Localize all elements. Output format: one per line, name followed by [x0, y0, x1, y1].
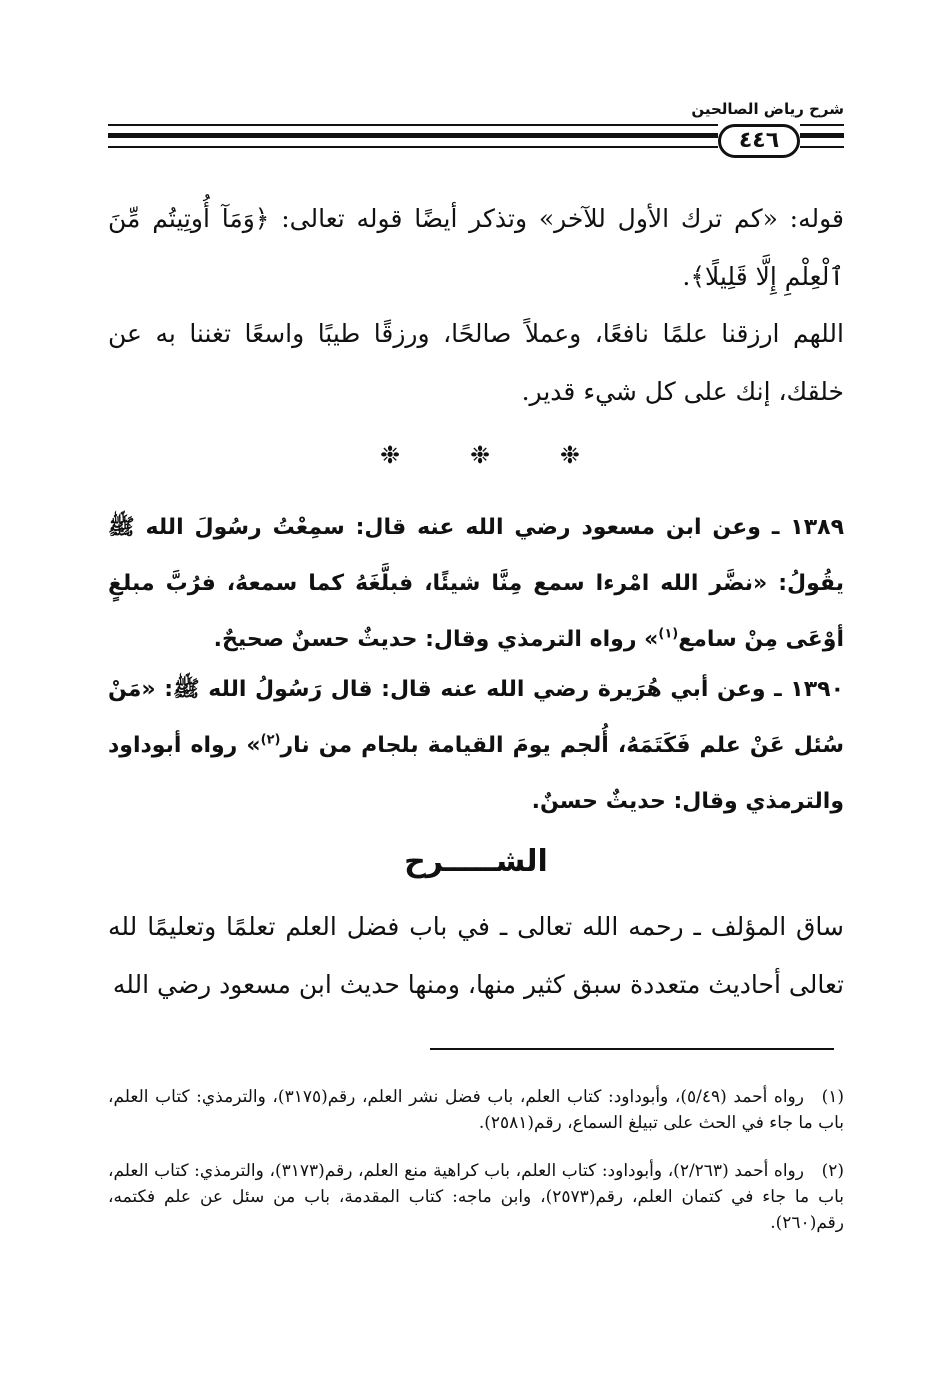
footnote-number: (٢): [821, 1161, 844, 1181]
hadith-1390: [108, 662, 844, 830]
hadith-1390-text: ١٣٩٠ ـ وعن أبي هُرَيرة رضي الله عنه قال: قال رَسُولُ الله ﷺ: «مَنْ سُئل عَنْ علم فَكَتَمَهُ، أُلجم يومَ القيامة بلجام من نار: [108, 677, 844, 758]
footnote-text: رواه أحمد (٢/٢٦٣)، وأبوداود: كتاب العلم، باب كراهية منع العلم، رقم(٣١٧٣)، والترمذي: كتاب العلم، باب ما جاء في كتمان العلم، رقم(٢٥٧٣)، وابن ماجه: كتاب المقدمة، باب من سئل عن علم فكتمه، رقم(٢٦٠).: [108, 1161, 844, 1233]
footnote-number: (١): [821, 1087, 844, 1107]
footnote-marker-1[interactable]: (١): [658, 626, 679, 642]
running-title: شرح رياض الصالحين: [691, 100, 844, 118]
page-number: ٤٤٦: [718, 124, 800, 158]
paragraph-quote: قوله: «كم ترك الأول للآخر» وتذكر أيضًا قوله تعالى: ﴿وَمَآ أُوتِيتُم مِّنَ ٱلْعِلْمِ إِلَّا قَلِيلًا﴾.: [108, 204, 844, 291]
star-icon: ❉: [559, 441, 580, 469]
footnote-marker-2[interactable]: (٢): [260, 732, 281, 748]
footnote-2: [108, 1158, 844, 1236]
paragraph-dua: اللهم ارزقنا علمًا نافعًا، وعملاً صالحًا، ورزقًا طيبًا واسعًا تغننا به عن خلقك، إنك على كل شيء قدير.: [108, 319, 844, 406]
header-rule-bottom-right: [800, 146, 844, 148]
header-rule-bottom-left: [108, 146, 718, 148]
footnote-1: [108, 1084, 844, 1136]
header-rule-top-right: [800, 124, 844, 126]
star-icon: ❉: [469, 441, 491, 469]
header-rule-top-left: [108, 124, 718, 126]
header-rule-middle-right: [800, 133, 844, 138]
hadith-1389-tail: » رواه الترمذي وقال: حديثٌ حسنٌ صحيحٌ.: [213, 627, 659, 652]
header-rule-middle-left: [108, 133, 718, 138]
star-icon: ❉: [380, 441, 401, 469]
section-heading: الشـــــرح: [404, 844, 548, 879]
footnote-text: رواه أحمد (٥/٤٩)، وأبوداود: كتاب العلم، باب فضل نشر العلم، رقم(٣١٧٥)، والترمذي: كتاب العلم، باب ما جاء في الحث على تبيلغ السماع، رقم(٢٥٨١).: [108, 1087, 844, 1133]
commentary-paragraph: ساق المؤلف ـ رحمه الله تعالى ـ في باب فضل العلم تعلمًا وتعليمًا لله تعالى أحاديث متعددة سبق كثير منها، ومنها حديث ابن مسعود رضي الله: [108, 912, 844, 999]
hadith-1389: [108, 500, 844, 668]
hadith-1389-text: ١٣٨٩ ـ وعن ابن مسعود رضي الله عنه قال: سمِعْتُ رسُولَ الله ﷺ يقُولُ: «نضَّر الله امْرءا سمع مِنَّا شيئًا، فبلَّغَهُ كما سمعهُ، فرُبَّ مبلغٍ أوْعَى مِنْ سامع: [108, 515, 844, 652]
footnote-divider: [430, 1048, 834, 1050]
star-separator: [380, 440, 580, 470]
hadith-1390-tail: » رواه أبوداود والترمذي وقال: حديثٌ حسنٌ.: [108, 733, 844, 814]
